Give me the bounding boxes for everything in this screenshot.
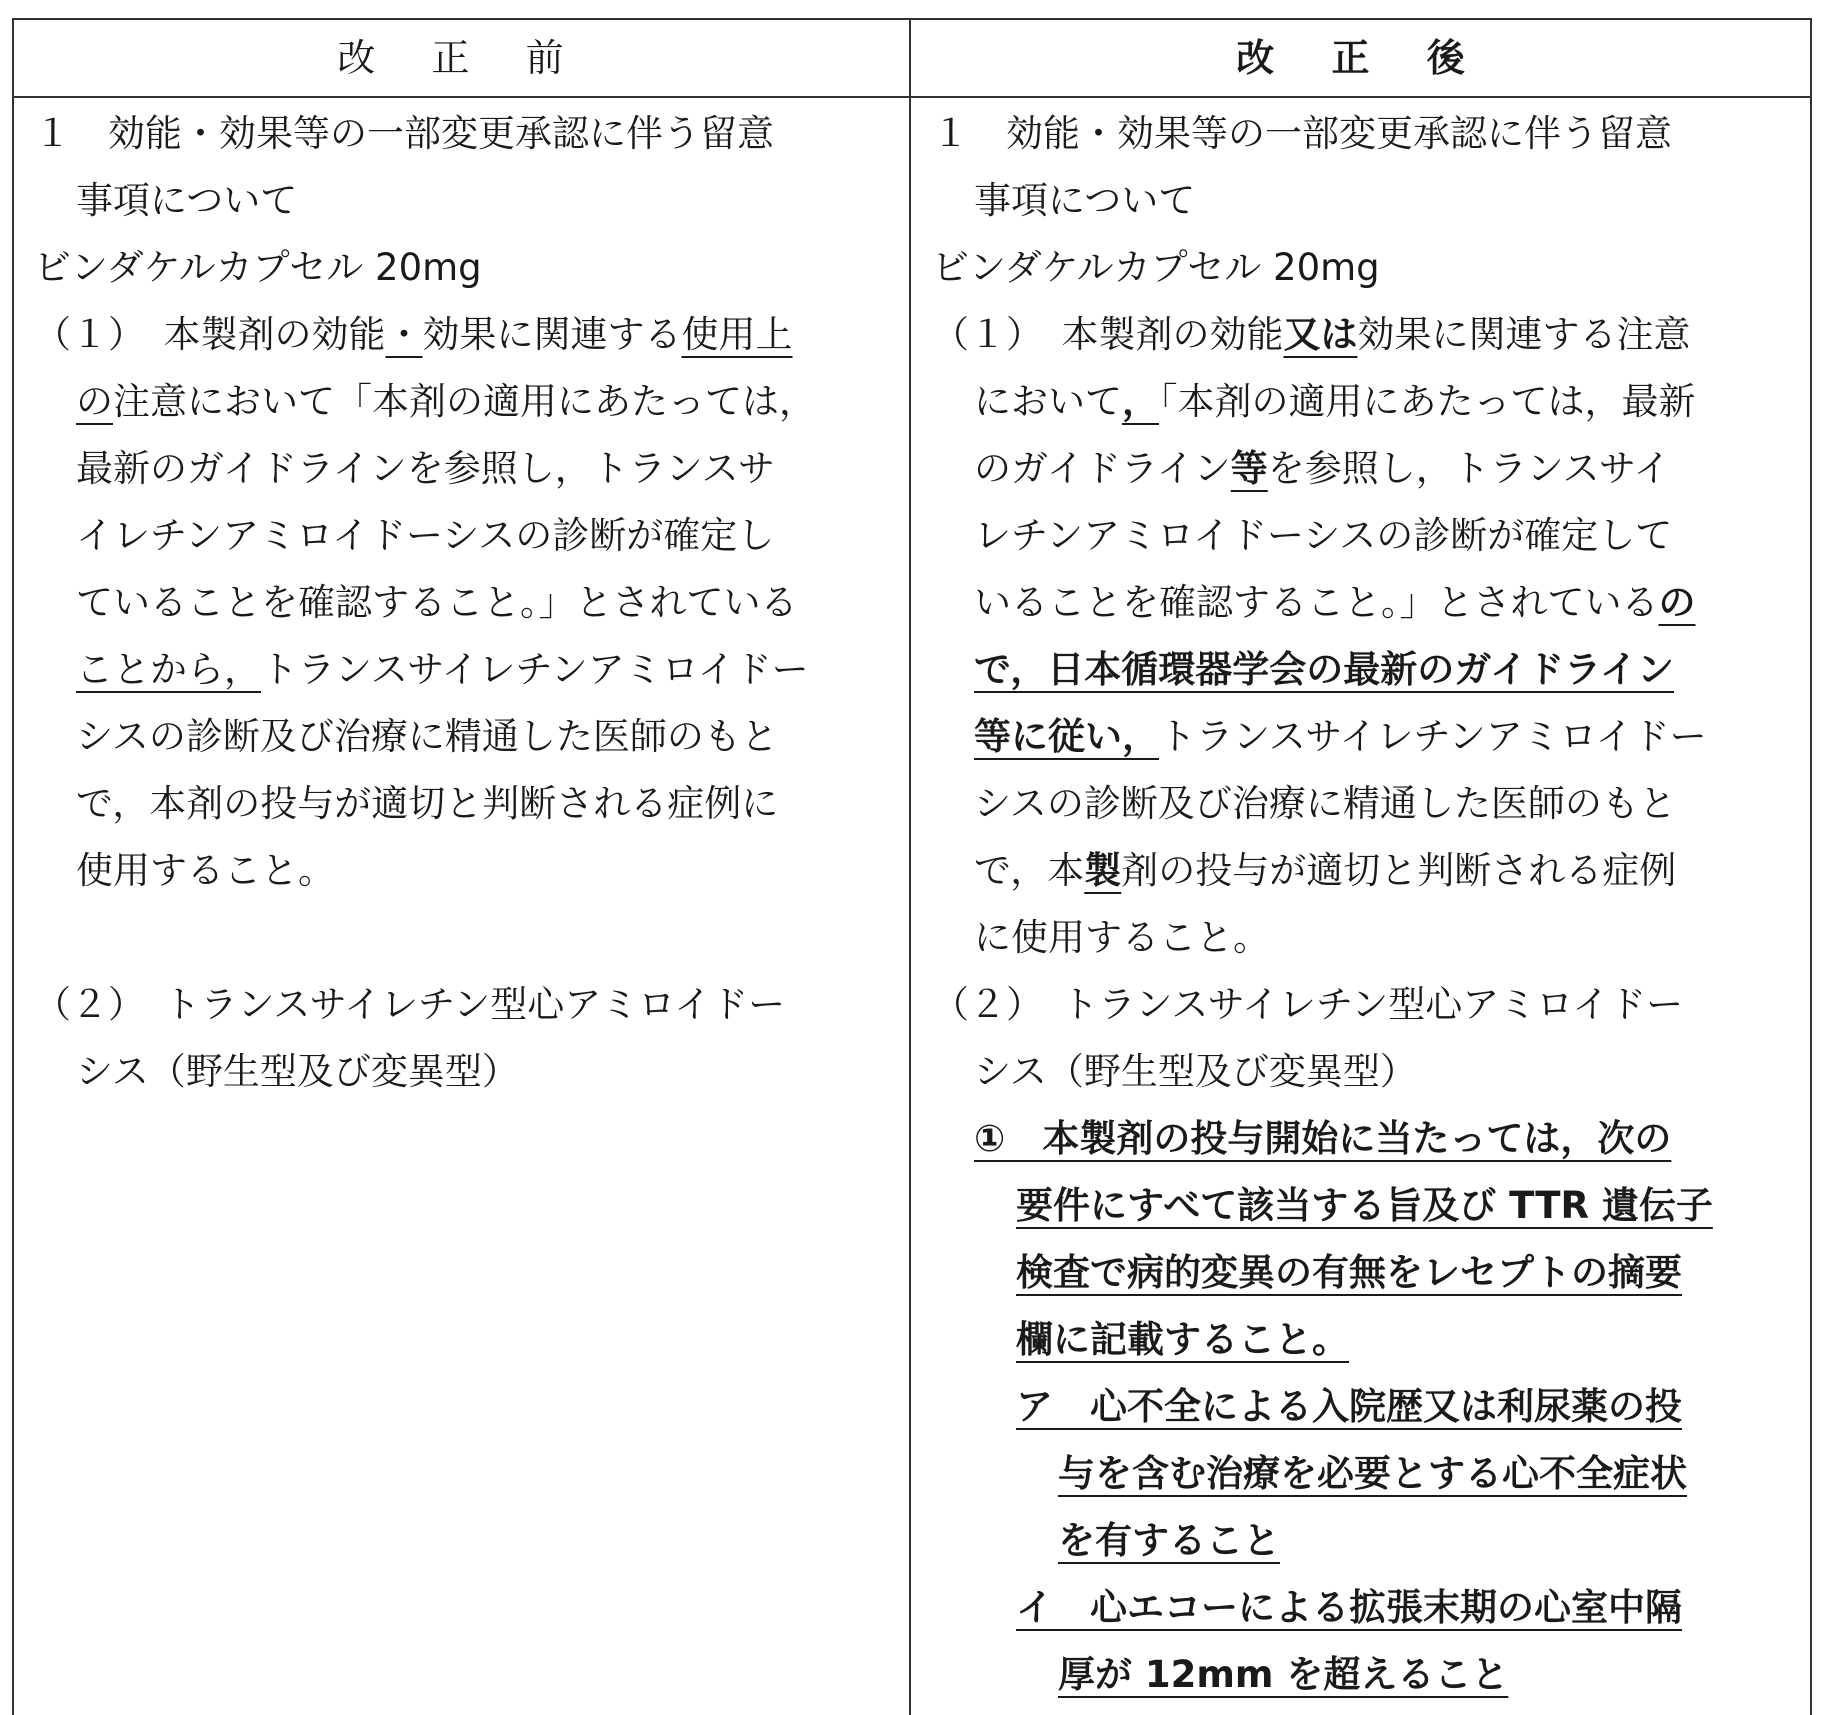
after-line-16 (932, 1105, 1802, 1172)
comparison-table (12, 18, 1812, 1715)
header-divider (14, 96, 1810, 98)
text-segment: （１） 本製剤の効能 (932, 313, 1284, 356)
text-segment: トランスサイレチンアミロイドー (261, 648, 809, 691)
after-line-22 (932, 1507, 1802, 1574)
after-line-18 (932, 1239, 1802, 1306)
after-line-2: 事項について (974, 179, 1196, 222)
after-line-20 (932, 1373, 1802, 1440)
column-divider (909, 20, 911, 1715)
before-line-9 (34, 636, 899, 703)
after-line-23 (932, 1574, 1802, 1641)
after-line-11: シスの診断及び治療に精通した医師のもと (974, 782, 1676, 825)
header-before: 改 正 前 (337, 36, 586, 80)
changed-text: 欄に記載すること。 (1016, 1318, 1349, 1361)
before-line-1: １ 効能・効果等の一部変更承認に伴う留意 (34, 112, 774, 155)
before-line-8: ていることを確認すること。」とされている (76, 581, 798, 624)
text-segment: いることを確認すること。」とされている (974, 581, 1659, 624)
after-line-21 (932, 1440, 1802, 1507)
before-line-2: 事項について (76, 179, 298, 222)
changed-text: ， (1122, 380, 1159, 423)
after-line-13: に使用すること。 (974, 916, 1270, 959)
changed-text: 等に従い， (974, 715, 1159, 758)
after-line-10 (932, 703, 1802, 770)
after-line-3: ビンダケルカプセル 20mg (932, 246, 1380, 289)
after-line-12 (932, 837, 1802, 904)
text-segment: トランスサイレチンアミロイドー (1159, 715, 1707, 758)
text-segment: のガイドライン (974, 447, 1231, 490)
header-after: 改 正 後 (1236, 36, 1487, 80)
after-line-6 (932, 435, 1802, 502)
before-line-13: （２） トランスサイレチン型心アミロイドー (34, 983, 786, 1026)
changed-text: 与を含む治療を必要とする心不全症状 (1058, 1452, 1687, 1495)
after-line-19 (932, 1306, 1802, 1373)
after-line-15: シス（野生型及び変異型） (974, 1050, 1417, 1093)
changed-text: ① 本製剤の投与開始に当たっては，次の (974, 1117, 1672, 1160)
changed-text: 又は (1283, 313, 1358, 356)
text-segment: （１） 本製剤の効能 (34, 313, 386, 356)
changed-text: 要件にすべて該当する旨及び TTR 遺伝子 (1016, 1184, 1713, 1227)
before-line-14: シス（野生型及び変異型） (76, 1050, 519, 1093)
after-line-1: １ 効能・効果等の一部変更承認に伴う留意 (932, 112, 1672, 155)
changed-text: 製 (1084, 849, 1122, 892)
after-line-4 (932, 301, 1802, 368)
changed-text: を有すること (1058, 1519, 1280, 1562)
changed-text: 検査で病的変異の有無をレセプトの摘要 (1016, 1251, 1682, 1294)
before-line-3: ビンダケルカプセル 20mg (34, 246, 482, 289)
text-segment: 剤の投与が適切と判断される症例 (1121, 849, 1677, 892)
after-line-8 (932, 569, 1802, 636)
changed-text: の (76, 380, 113, 423)
before-line-5 (34, 368, 899, 435)
text-segment: 注意において「本剤の適用にあたっては， (113, 380, 816, 423)
before-line-4 (34, 301, 899, 368)
changed-text: 使用上 (681, 313, 793, 356)
changed-text: の (1658, 581, 1696, 624)
changed-text: イ 心エコーによる拡張末期の心室中隔 (1016, 1586, 1682, 1629)
before-line-6: 最新のガイドラインを参照し，トランスサ (76, 447, 775, 490)
text-segment: で，本 (974, 849, 1085, 892)
after-line-5 (932, 368, 1802, 435)
changed-text: ことから， (76, 648, 261, 691)
after-line-24 (932, 1641, 1802, 1708)
text-segment: 効果に関連する (422, 313, 682, 356)
after-line-14: （２） トランスサイレチン型心アミロイドー (932, 983, 1684, 1026)
before-line-10: シスの診断及び治療に精通した医師のもと (76, 715, 778, 758)
text-segment: 効果に関連する注意 (1357, 313, 1691, 356)
text-segment: を参照し，トランスサイ (1267, 447, 1671, 490)
text-segment: 「本剤の適用にあたっては，最新 (1159, 380, 1696, 423)
before-line-11: で，本剤の投与が適切と判断される症例に (76, 782, 779, 825)
text-segment: において (974, 380, 1122, 423)
after-line-7: レチンアミロイドーシスの診断が確定して (974, 514, 1673, 557)
changed-text: 等 (1230, 447, 1268, 490)
changed-text: 厚が 12mm を超えること (1058, 1653, 1509, 1696)
after-line-9: で，日本循環器学会の最新のガイドライン (974, 648, 1675, 691)
after-line-17 (932, 1172, 1802, 1239)
before-line-7: イレチンアミロイドーシスの診断が確定し (76, 514, 775, 557)
changed-text: ・ (385, 313, 423, 356)
before-line-12: 使用すること。 (76, 849, 335, 892)
changed-text: ア 心不全による入院歴又は利尿薬の投 (1016, 1385, 1682, 1428)
